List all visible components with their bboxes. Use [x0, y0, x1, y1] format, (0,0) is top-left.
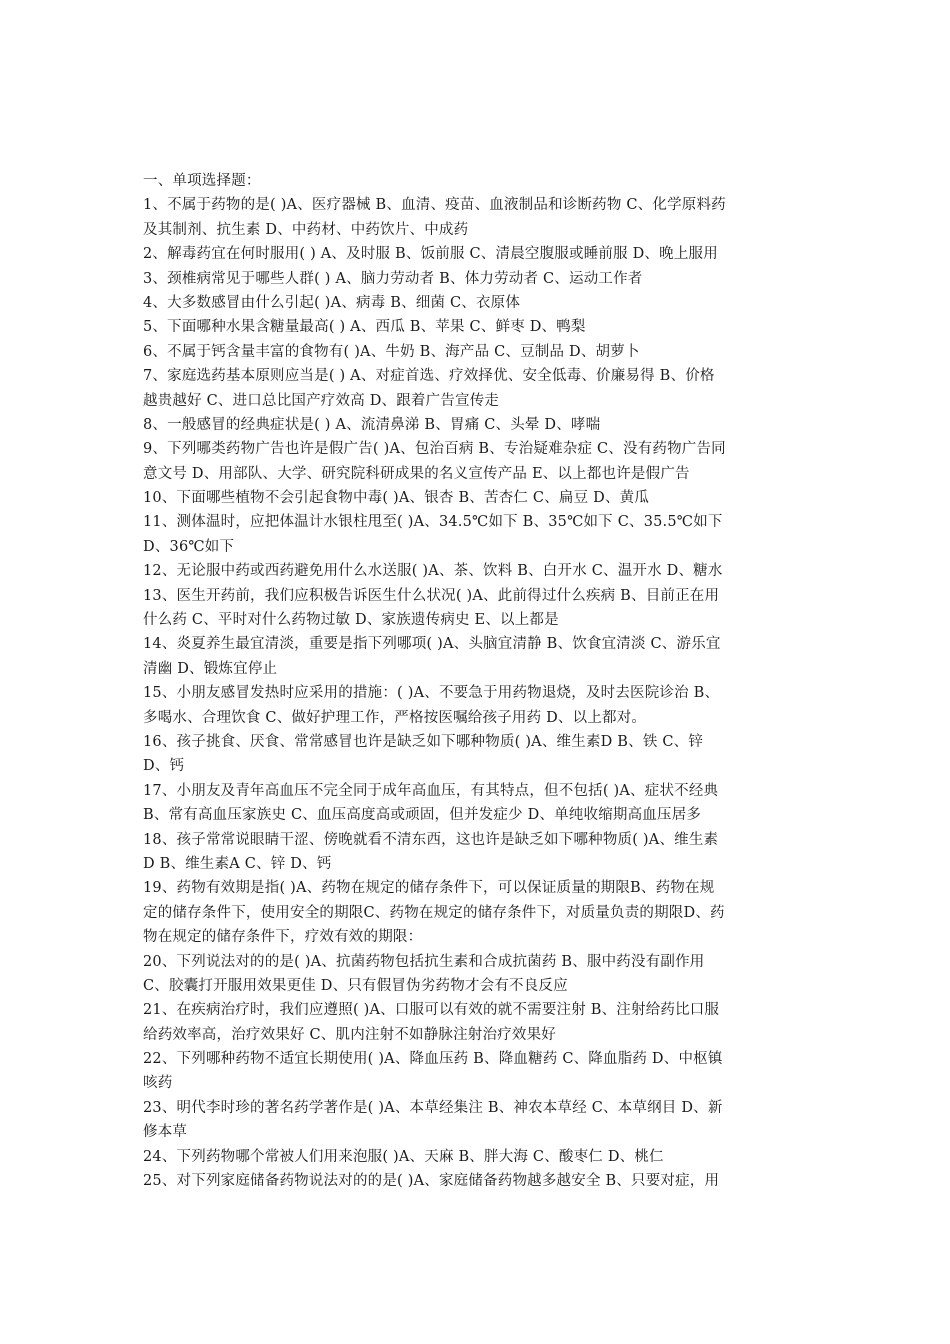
question-text-line: 9、下列哪类药物广告也许是假广告( )A、包治百病 B、专治疑难杂症 C、没有药物广告同 [143, 441, 726, 458]
question-text-line: 意文号 D、用部队、大学、研究院科研成果的名义宣传产品 E、以上都也许是假广告 [143, 465, 690, 482]
question-text-line: 什么药 C、平时对什么药物过敏 D、家族遗传病史 E、以上都是 [143, 612, 559, 629]
question-text-line: 15、小朋友感冒发热时应采用的措施：( )A、不要急于用药物退烧，及时去医院诊治 B、 [143, 685, 720, 702]
question-text-line: 18、孩子常常说眼睛干涩、傍晚就看不清东西，这也许是缺乏如下哪种物质( )A、维生素 [143, 831, 719, 848]
question-text-line: 21、在疾病治疗时，我们应遵照( )A、口服可以有效的就不需要注射 B、注射给药比口服 [143, 1002, 720, 1019]
question-text-line: 7、家庭选药基本原则应当是( ) A、对症首选、疗效择优、安全低毒、价廉易得 B、价格 [143, 368, 715, 385]
question-text-line: 6、不属于钙含量丰富的食物有( )A、牛奶 B、海产品 C、豆制品 D、胡萝卜 [143, 343, 640, 360]
question-text-line: 16、孩子挑食、厌食、常常感冒也许是缺乏如下哪种物质( )A、维生素D B、铁 C、锌 [143, 733, 704, 750]
document-body [143, 169, 803, 1193]
question-text-line: 越贵越好 C、进口总比国产疗效高 D、跟着广告宣传走 [143, 392, 500, 409]
question-text-line: 及其制剂、抗生素 D、中药材、中药饮片、中成药 [143, 221, 469, 238]
question-text-line: D、36℃如下 [143, 538, 235, 555]
question-text-line: 给药效率高，治疗效果好 C、肌内注射不如静脉注射治疗效果好 [143, 1026, 557, 1043]
question-text-line: 10、下面哪些植物不会引起食物中毒( )A、银杏 B、苦杏仁 C、扁豆 D、黄瓜 [143, 490, 650, 507]
question-text-line: 19、药物有效期是指( )A、药物在规定的储存条件下，可以保证质量的期限B、药物在规 [143, 880, 715, 897]
question-text-line: 22、下列哪种药物不适宜长期使用( )A、降血压药 B、降血糖药 C、降血脂药 D、中枢镇 [143, 1051, 723, 1068]
question-text-line: 23、明代李时珍的著名药学著作是( )A、本草经集注 B、神农本草经 C、本草纲目 D、新 [143, 1099, 723, 1116]
question-text-line: 定的储存条件下，使用安全的期限C、药物在规定的储存条件下，对质量负责的期限D、药 [143, 904, 725, 921]
question-text-line: 12、无论服中药或西药避免用什么水送服( )A、茶、饮料 B、白开水 C、温开水 D、糖水 [143, 563, 723, 580]
question-text-line: 24、下列药物哪个常被人们用来泡服( )A、天麻 B、胖大海 C、酸枣仁 D、桃仁 [143, 1148, 664, 1165]
question-text-line: 25、对下列家庭储备药物说法对的的是( )A、家庭储备药物越多越安全 B、只要对症，用 [143, 1173, 720, 1190]
question-text-line: 物在规定的储存条件下，疗效有效的期限： [143, 929, 423, 946]
question-text-line: 11、测体温时，应把体温计水银柱甩至( )A、34.5℃如下 B、35℃如下 C、35.5℃如下 [143, 514, 723, 531]
question-text-line: 清幽 D、锻炼宜停止 [143, 660, 278, 677]
question-text-line: C、胶囊打开服用效果更佳 D、只有假冒伪劣药物才会有不良反应 [143, 977, 568, 994]
question-text-line: 17、小朋友及青年高血压不完全同于成年高血压，有其特点，但不包括( )A、症状不经典 [143, 782, 719, 799]
question-text-line: 4、大多数感冒由什么引起( )A、病毒 B、细菌 C、衣原体 [143, 294, 521, 311]
question-text-line: 2、解毒药宜在何时服用( ) A、及时服 B、饭前服 C、清晨空腹服或睡前服 D、晚上服用 [143, 246, 718, 263]
question-text-line: 8、一般感冒的经典症状是( ) A、流清鼻涕 B、胃痛 C、头晕 D、哮喘 [143, 416, 601, 433]
question-text-line: 14、炎夏养生最宜清淡，重要是指下列哪项( )A、头脑宜清静 B、饮食宜清淡 C、游乐宜 [143, 636, 721, 653]
question-text-line: 5、下面哪种水果含糖量最高( ) A、西瓜 B、苹果 C、鲜枣 D、鸭梨 [143, 319, 586, 336]
question-text-line: 20、下列说法对的的是( )A、抗菌药物包括抗生素和合成抗菌药 B、服中药没有副作用 [143, 953, 705, 970]
section-heading: 一、单项选择题： [143, 173, 261, 189]
question-text-line: 1、不属于药物的是( )A、医疗器械 B、血清、疫苗、血液制品和诊断药物 C、化学原料药 [143, 197, 726, 214]
question-text-line: D、钙 [143, 758, 185, 775]
question-text-line: 咳药 [143, 1075, 173, 1092]
question-text-line: D B、维生素A C、锌 D、钙 [143, 855, 332, 872]
question-text-line: 多喝水、合理饮食 C、做好护理工作，严格按医嘱给孩子用药 D、以上都对。 [143, 709, 647, 726]
question-text-line: 13、医生开药前，我们应积极告诉医生什么状况( )A、此前得过什么疾病 B、目前正在用 [143, 587, 720, 604]
question-text-line: 3、颈椎病常见于哪些人群( ) A、脑力劳动者 B、体力劳动者 C、运动工作者 [143, 270, 643, 287]
question-text-line: 修本草 [143, 1124, 188, 1141]
question-text-line: B、常有高血压家族史 C、血压高度高或顽固，但并发症少 D、单纯收缩期高血压居多 [143, 807, 702, 824]
